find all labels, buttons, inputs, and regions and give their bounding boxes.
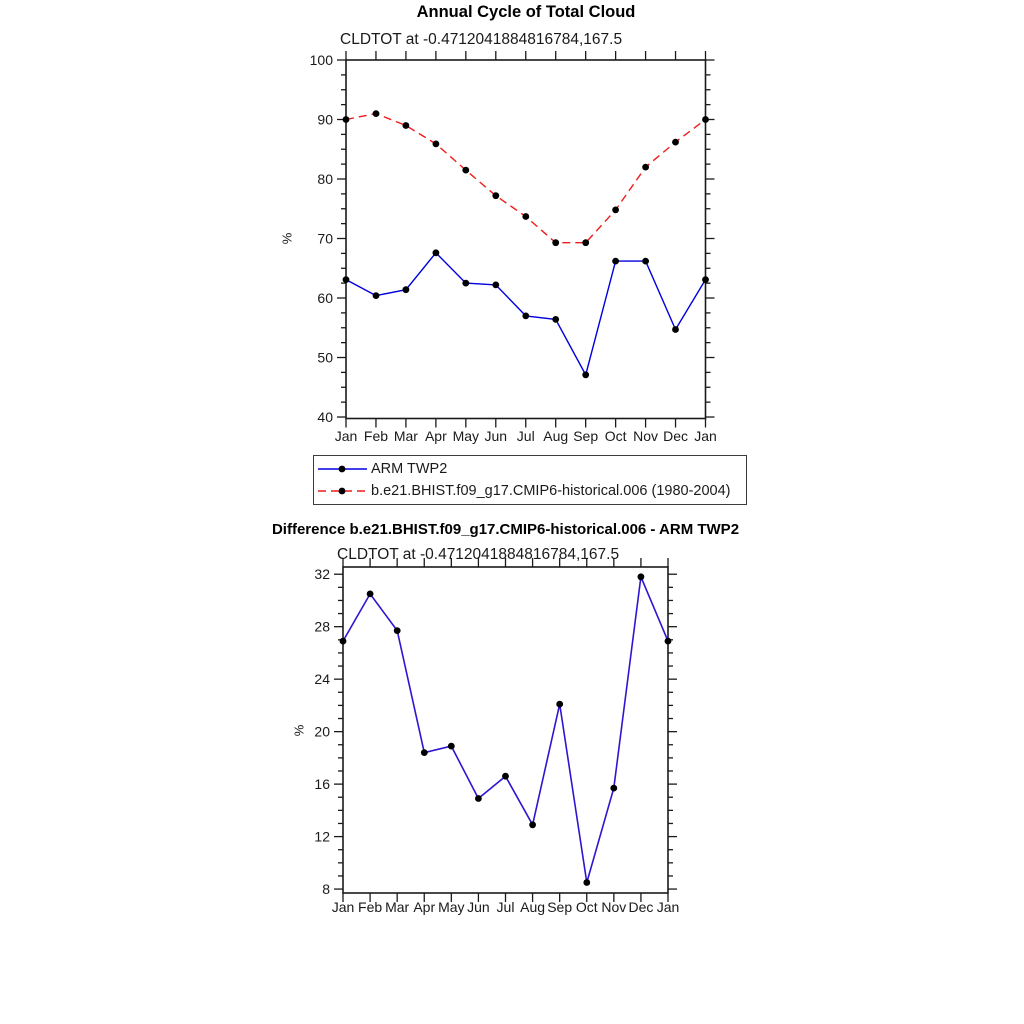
data-point-marker: [367, 591, 374, 598]
data-point-marker: [552, 239, 559, 246]
x-tick-label: Oct: [575, 899, 598, 915]
data-point-marker: [492, 282, 499, 289]
x-tick-label: Jan: [334, 428, 358, 444]
x-tick-label: Dec: [663, 428, 688, 444]
axes: [337, 51, 715, 428]
data-point-marker: [433, 249, 440, 256]
x-tick-label: May: [438, 899, 465, 915]
data-point-marker: [638, 573, 645, 580]
data-point-marker: [612, 258, 619, 265]
data-point-marker: [642, 164, 649, 171]
data-point-marker: [582, 239, 589, 246]
data-point-marker: [583, 879, 590, 886]
legend-line-sample-model: [316, 484, 369, 498]
x-tick-label: May: [452, 428, 480, 444]
x-tick-label: Jun: [484, 428, 508, 444]
data-point-marker: [522, 313, 529, 320]
y-tick-label: 60: [317, 290, 333, 307]
data-point-marker: [672, 139, 679, 146]
data-point-marker: [612, 207, 619, 214]
data-point-marker: [672, 326, 679, 333]
data-point-marker: [665, 638, 672, 645]
data-point-marker: [582, 371, 589, 378]
data-point-marker: [552, 316, 559, 323]
x-tick-label: Sep: [573, 428, 599, 444]
x-tick-label: Oct: [604, 428, 627, 444]
data-point-marker: [556, 701, 563, 708]
data-point-marker: [502, 773, 509, 780]
data-point-marker: [394, 627, 401, 634]
legend-sample-marker: [339, 488, 346, 495]
data-point-marker: [522, 213, 529, 220]
y-tick-label: 90: [317, 111, 333, 128]
x-tick-label: Nov: [633, 428, 659, 444]
legend: [313, 455, 747, 505]
data-point-marker: [403, 122, 410, 129]
chart-0: [310, 51, 717, 444]
legend-sample-marker: [339, 465, 346, 472]
data-point-marker: [610, 785, 617, 792]
series-line-b.e21.BHIST.f09_g17.CMIP6-historical.006 (1980-2004): [346, 114, 706, 243]
y-tick-label: 28: [314, 618, 330, 635]
data-point-marker: [340, 638, 347, 645]
y-tick-label: 40: [317, 409, 333, 426]
x-tick-label: Nov: [601, 899, 627, 915]
x-tick-label: Mar: [393, 428, 418, 444]
data-point-marker: [343, 276, 350, 283]
legend-line-sample-arm-twp2: [316, 462, 369, 476]
legend-label-arm-twp2: ARM TWP2: [371, 460, 448, 477]
legend-label-model: b.e21.BHIST.f09_g17.CMIP6-historical.006 (1980-2004): [371, 483, 731, 500]
annual-cycle-y-axis-label: %: [279, 232, 295, 245]
x-tick-label: Sep: [547, 899, 573, 915]
difference-y-axis-label: %: [291, 724, 307, 737]
legend-entry-arm-twp2: [316, 458, 744, 480]
x-tick-label: Apr: [424, 428, 447, 444]
legend-entry-model: [316, 480, 744, 502]
data-point-marker: [529, 821, 536, 828]
y-tick-label: 24: [314, 671, 330, 688]
data-point-marker: [642, 258, 649, 265]
data-point-marker: [492, 192, 499, 199]
x-tick-label: Dec: [628, 899, 654, 915]
data-point-marker: [433, 141, 440, 148]
y-tick-label: 16: [314, 776, 330, 793]
y-tick-label: 50: [317, 349, 333, 366]
x-tick-label: Jul: [516, 428, 535, 444]
x-tick-label: Jul: [496, 899, 515, 915]
x-tick-label: Jun: [467, 899, 490, 915]
difference-chart-subtitle: CLDTOT at -0.4712041884816784,167.5: [337, 546, 620, 563]
data-point-marker: [448, 743, 455, 750]
data-point-marker: [702, 116, 709, 123]
y-tick-label: 80: [317, 171, 333, 188]
x-tick-label: Feb: [358, 899, 383, 915]
x-tick-label: Aug: [520, 899, 546, 915]
x-tick-label: Mar: [385, 899, 410, 915]
data-point-marker: [462, 280, 469, 287]
data-point-marker: [343, 116, 350, 123]
data-point-marker: [403, 286, 410, 293]
data-point-marker: [475, 795, 482, 802]
annual-cycle-chart-title: Annual Cycle of Total Cloud: [416, 3, 636, 21]
data-point-marker: [702, 276, 709, 283]
y-tick-label: 100: [309, 52, 333, 68]
data-point-marker: [462, 167, 469, 174]
x-tick-label: Jan: [331, 899, 355, 915]
y-tick-label: 12: [314, 828, 330, 845]
x-tick-label: Aug: [543, 428, 569, 444]
annual-cycle-chart-subtitle: CLDTOT at -0.4712041884816784,167.5: [340, 31, 623, 48]
y-tick-label: 8: [322, 881, 330, 898]
series-line-difference: [343, 577, 668, 883]
x-tick-label: Feb: [363, 428, 389, 444]
data-point-marker: [373, 292, 380, 299]
y-tick-label: 70: [317, 230, 333, 247]
axes: [334, 558, 677, 902]
difference-chart-title: Difference b.e21.BHIST.f09_g17.CMIP6-historical.006 - ARM TWP2: [271, 521, 740, 538]
plot-frame: [346, 60, 706, 419]
x-tick-label: Jan: [694, 428, 717, 444]
chart-1: [314, 558, 679, 915]
data-point-marker: [421, 749, 428, 756]
x-tick-label: Apr: [413, 899, 436, 915]
y-tick-label: 32: [314, 566, 330, 583]
plot-frame: [343, 567, 668, 893]
y-tick-label: 20: [314, 723, 330, 740]
data-point-marker: [373, 110, 380, 117]
x-tick-label: Jan: [656, 899, 680, 915]
